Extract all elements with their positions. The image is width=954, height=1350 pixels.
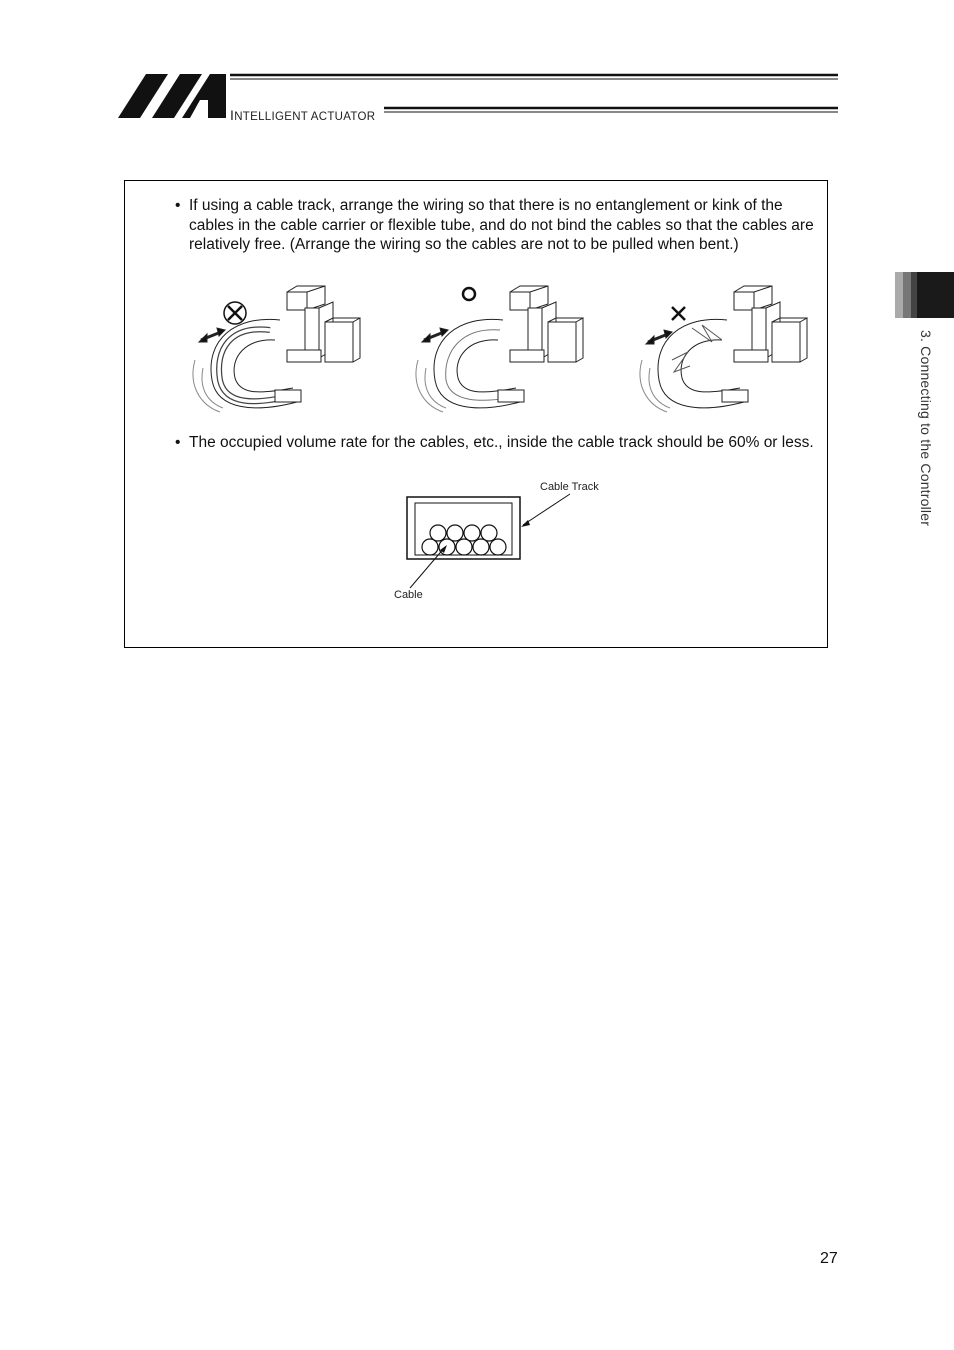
cable-track-label: Cable Track xyxy=(540,481,599,493)
cable-track-illustration-incorrect-1 xyxy=(185,280,365,415)
chapter-tab xyxy=(895,272,954,318)
circle-ok-icon xyxy=(463,288,475,300)
ia-logo xyxy=(116,70,840,122)
bullet-cable-track-wiring xyxy=(175,196,825,255)
brand-rest: NTELLIGENT ACTUATOR xyxy=(234,111,376,123)
cable-track-illustration-incorrect-2 xyxy=(632,280,812,415)
cable-track-illustration-correct xyxy=(408,280,588,415)
brand-name xyxy=(230,107,375,123)
bullet-marker: • xyxy=(175,197,181,214)
cable-label: Cable xyxy=(394,589,423,601)
page-number: 27 xyxy=(820,1250,838,1267)
x-icon xyxy=(672,307,685,320)
chapter-label: 3. Connecting to the Controller xyxy=(918,330,934,527)
circled-x-icon xyxy=(224,302,246,324)
bullet-occupied-volume xyxy=(175,433,825,453)
bullet-text: The occupied volume rate for the cables, etc., inside the cable track should be 60% or less. xyxy=(189,434,814,451)
cable-track-cross-section xyxy=(390,475,630,610)
bullet-marker: • xyxy=(175,434,181,451)
bullet-text: If using a cable track, arrange the wiring so that there is no entanglement or kink of the cables in the cable carrier or flexible tube, and do not bind the cables so that the cables are relatively free. (Arrange the wiring so the cables are not to be pulled when bent.) xyxy=(189,197,814,254)
brand-initial: I xyxy=(230,107,235,123)
